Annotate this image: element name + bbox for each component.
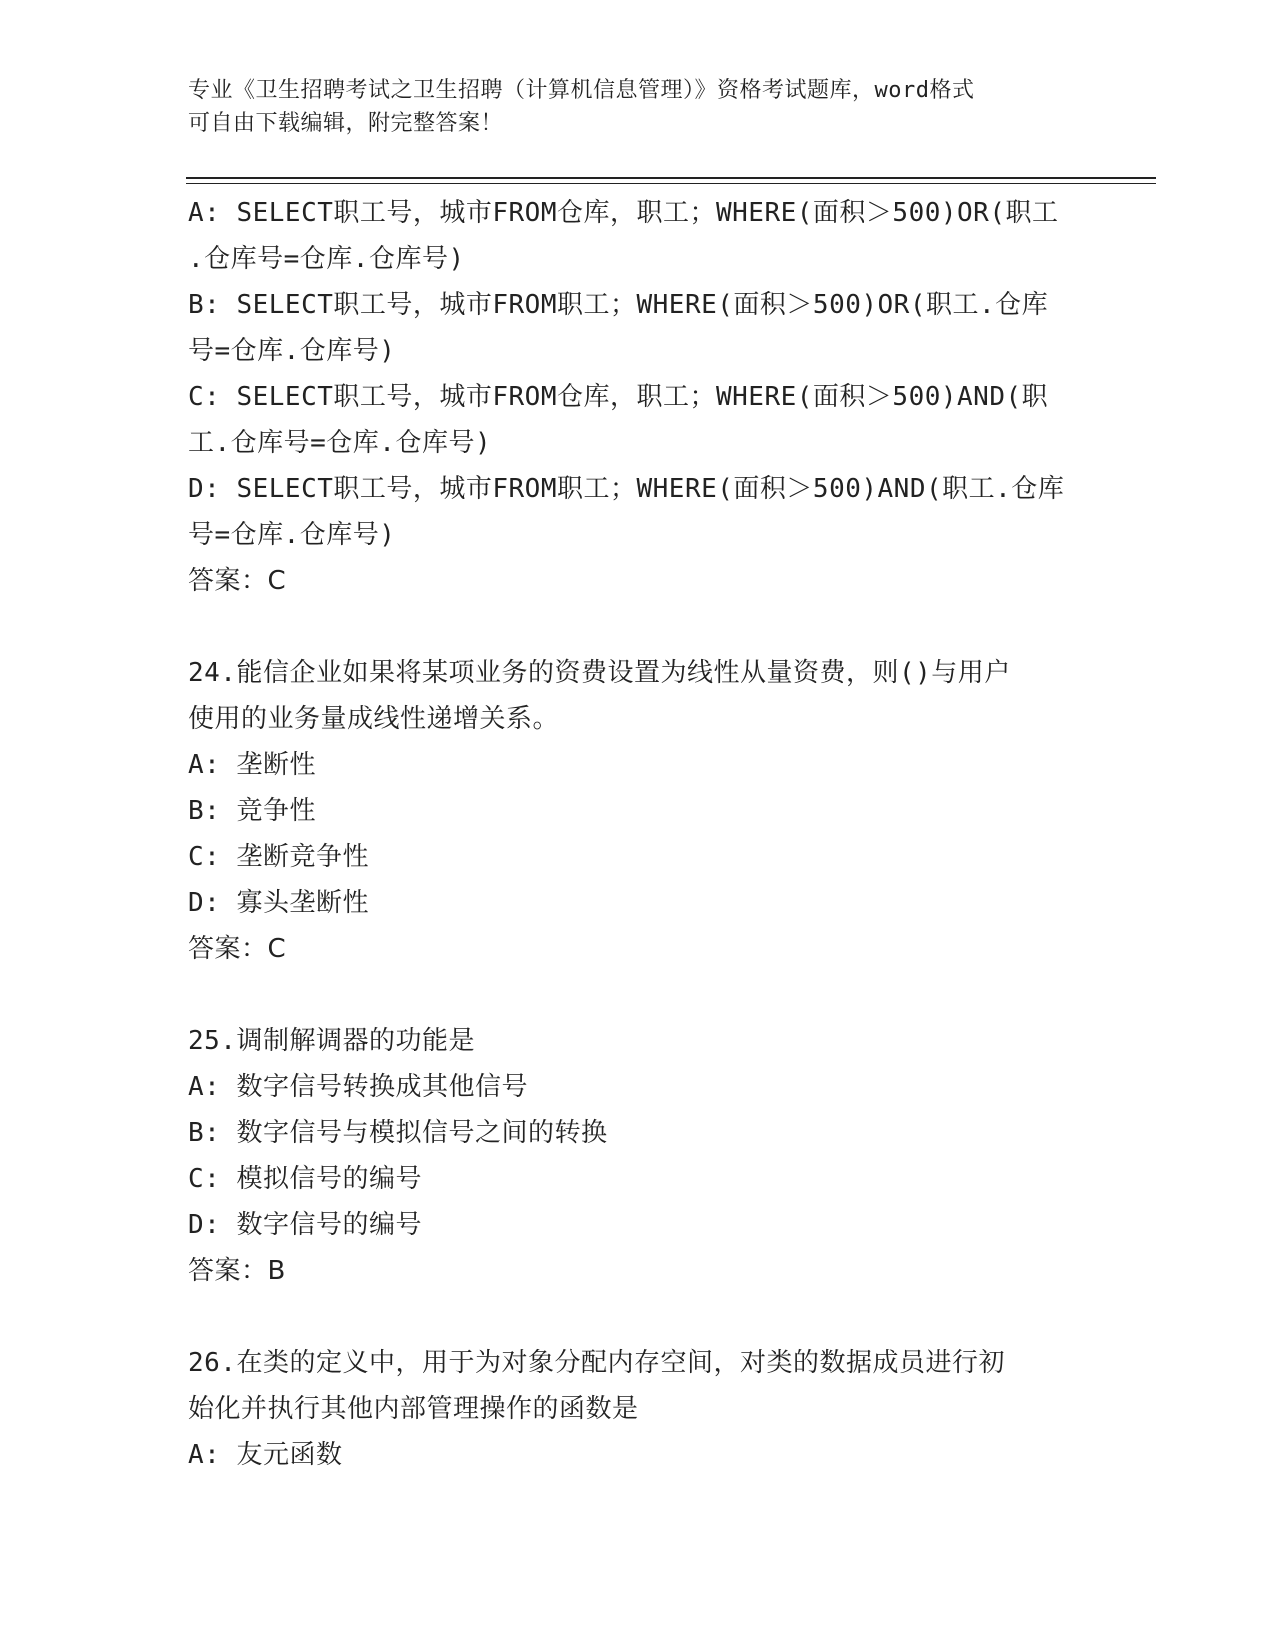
option-a: A: 数字信号转换成其他信号 bbox=[188, 1072, 528, 1102]
option-b: B: 竞争性 bbox=[188, 796, 316, 826]
header-line-2: 可自由下载编辑，附完整答案！ bbox=[188, 111, 504, 136]
option-b-line-2: 号=仓库.仓库号) bbox=[188, 336, 396, 366]
question-stem-line-1: 25.调制解调器的功能是 bbox=[188, 1026, 475, 1056]
question-23-continued bbox=[188, 190, 1088, 604]
question-stem-line-2: 使用的业务量成线性递增关系。 bbox=[188, 704, 560, 734]
option-c-line-1: C: SELECT职工号，城市FROM仓库，职工；WHERE(面积＞500)AND(职 bbox=[188, 382, 1049, 412]
answer-line: 答案：C bbox=[188, 566, 287, 596]
spacer bbox=[188, 972, 1088, 1018]
option-b: B: 数字信号与模拟信号之间的转换 bbox=[188, 1118, 608, 1148]
page-header bbox=[188, 74, 1068, 140]
header-divider-thick bbox=[186, 177, 1156, 179]
option-c: C: 垄断竞争性 bbox=[188, 842, 369, 872]
option-d: D: 数字信号的编号 bbox=[188, 1210, 422, 1240]
option-c: C: 模拟信号的编号 bbox=[188, 1164, 422, 1194]
question-25 bbox=[188, 1018, 1088, 1294]
option-a-line-1: A: SELECT职工号，城市FROM仓库，职工；WHERE(面积＞500)OR(职工 bbox=[188, 198, 1059, 228]
question-stem-line-2: 始化并执行其他内部管理操作的函数是 bbox=[188, 1394, 639, 1424]
option-d-line-2: 号=仓库.仓库号) bbox=[188, 520, 396, 550]
question-content bbox=[188, 190, 1088, 1478]
header-divider-thin bbox=[186, 183, 1156, 184]
answer-line: 答案：B bbox=[188, 1256, 286, 1286]
spacer bbox=[188, 604, 1088, 650]
question-stem-line-1: 24.能信企业如果将某项业务的资费设置为线性从量资费，则()与用户 bbox=[188, 658, 1011, 688]
header-line-1: 专业《卫生招聘考试之卫生招聘（计算机信息管理）》资格考试题库，word格式 bbox=[188, 78, 975, 103]
answer-line: 答案：C bbox=[188, 934, 287, 964]
option-a: A: 垄断性 bbox=[188, 750, 316, 780]
spacer bbox=[188, 1294, 1088, 1340]
option-d-line-1: D: SELECT职工号，城市FROM职工；WHERE(面积＞500)AND(职工.仓库 bbox=[188, 474, 1065, 504]
option-a-line-2: .仓库号=仓库.仓库号) bbox=[188, 244, 465, 274]
option-d bbox=[188, 466, 1088, 558]
option-a: A: 友元函数 bbox=[188, 1440, 343, 1470]
question-26 bbox=[188, 1340, 1088, 1478]
question-24 bbox=[188, 650, 1088, 972]
option-b bbox=[188, 282, 1088, 374]
option-c-line-2: 工.仓库号=仓库.仓库号) bbox=[188, 428, 492, 458]
option-c bbox=[188, 374, 1088, 466]
option-a bbox=[188, 190, 1088, 282]
question-stem-line-1: 26.在类的定义中，用于为对象分配内存空间，对类的数据成员进行初 bbox=[188, 1348, 1005, 1378]
option-d: D: 寡头垄断性 bbox=[188, 888, 369, 918]
option-b-line-1: B: SELECT职工号，城市FROM职工；WHERE(面积＞500)OR(职工.仓库 bbox=[188, 290, 1049, 320]
